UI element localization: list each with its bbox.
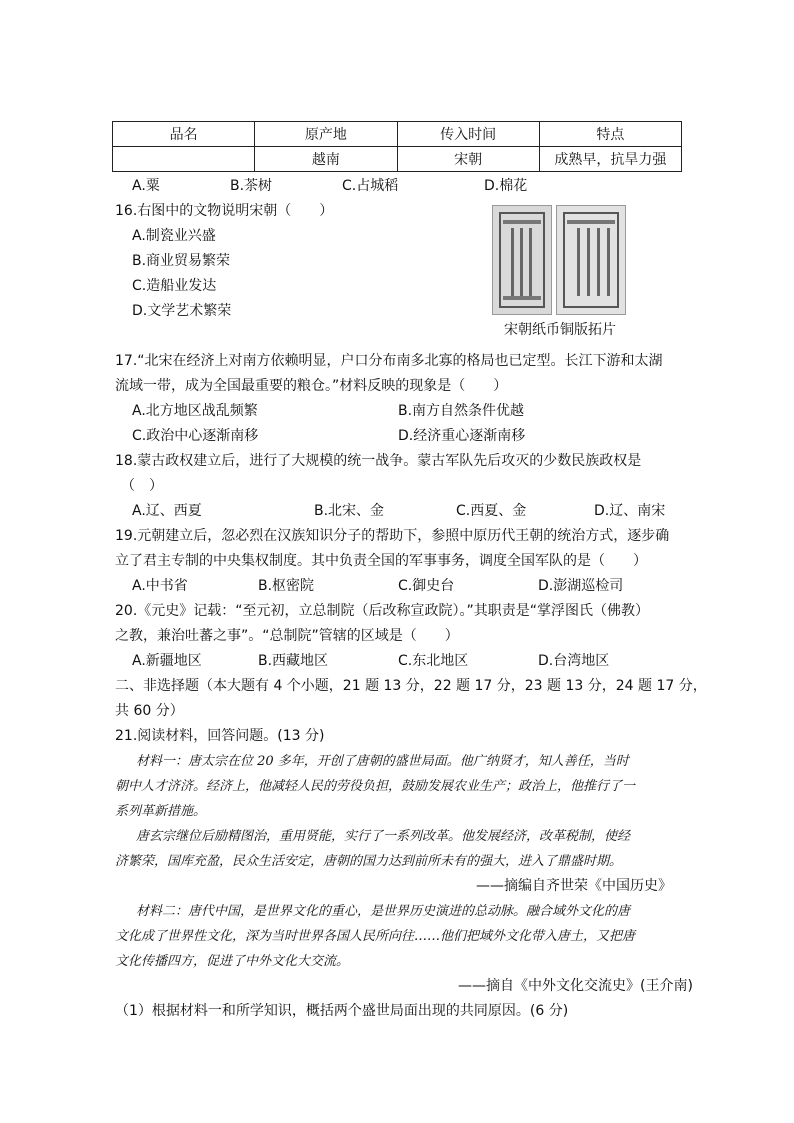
- section2-heading-line2: 共 60 分）: [115, 703, 184, 719]
- q17-stem-line1: 17.“北宋在经济上对南方依赖明显，户口分布南多北寡的格局也已定型。长江下游和太湖: [115, 353, 663, 369]
- crop-table: [112, 121, 682, 172]
- q20-option-c: C.东北地区: [398, 653, 469, 669]
- q17-option-d: D.经济重心逐渐南移: [398, 428, 526, 444]
- q17-stem-line2: 流域一带，成为全国最重要的粮仓。”材料反映的现象是（ ）: [115, 378, 508, 394]
- q19-option-c: C.御史台: [398, 578, 455, 594]
- table-header-cell: 品名: [113, 122, 255, 147]
- table-cell: [113, 147, 255, 172]
- q20-option-d: D.台湾地区: [538, 653, 610, 669]
- q15-option-a: A.粟: [132, 178, 160, 194]
- material2-line3: 文化传播四方，促进了中外文化大交流。: [115, 954, 350, 969]
- image-caption: 宋朝纸币铜版拓片: [504, 322, 616, 338]
- q18-option-d: D.辽、南宋: [594, 503, 666, 519]
- table-cell: 宋朝: [397, 147, 539, 172]
- table-cell: 成熟早，抗旱力强: [539, 147, 681, 172]
- q16-option-a: A.制瓷业兴盛: [132, 228, 216, 244]
- material1-line3: 系列革新措施。: [115, 804, 207, 819]
- material1-line5: 济繁荣，国库充盈，民众生活安定，唐朝的国力达到前所未有的强大，进入了鼎盛时期。: [115, 854, 623, 869]
- q18-stem-line2: （ ）: [121, 478, 163, 494]
- q18-stem-line1: 18.蒙古政权建立后，进行了大规模的统一战争。蒙古军队先后攻灭的少数民族政权是: [115, 453, 642, 469]
- q21-stem: 21.阅读材料，回答问题。(13 分): [115, 728, 325, 744]
- material2-line1: 材料二：唐代中国，是世界文化的重心，是世界历史演进的总动脉。融合域外文化的唐: [136, 904, 631, 919]
- material2-source: ——摘自《中外文化交流史》(王介南): [458, 978, 693, 994]
- material1-source: ——摘编自齐世荣《中国历史》: [476, 878, 672, 894]
- q15-option-c: C.占城稻: [342, 178, 399, 194]
- material1-line4: 唐玄宗继位后励精图治，重用贤能，实行了一系列改革。他发展经济，改革税制，使经: [136, 829, 631, 844]
- table-header-cell: 特点: [539, 122, 681, 147]
- material2-line2: 文化成了世界性文化，深为当时世界各国人民所向往……他们把域外文化带入唐土，又把唐: [115, 929, 636, 944]
- table-cell: 越南: [255, 147, 397, 172]
- q15-option-d: D.棉花: [484, 178, 528, 194]
- q19-stem-line1: 19.元朝建立后，忽必烈在汉族知识分子的帮助下，参照中原历代王朝的统治方式，逐步确: [115, 528, 670, 544]
- q19-option-b: B.枢密院: [258, 578, 315, 594]
- q16-option-b: B.商业贸易繁荣: [132, 253, 231, 269]
- table-row: [113, 147, 682, 172]
- banknote-rubbing-image-right: [556, 205, 626, 315]
- q21-subquestion-1: （1）根据材料一和所学知识，概括两个盛世局面出现的共同原因。(6 分): [115, 1003, 569, 1019]
- banknote-rubbing-image-left: [492, 205, 552, 315]
- q19-option-d: D.澎湖巡检司: [538, 578, 624, 594]
- material1-line1: 材料一：唐太宗在位 20 多年，开创了唐朝的盛世局面。他广纳贤才，知人善任，当时: [136, 754, 629, 769]
- q20-option-b: B.西藏地区: [258, 653, 329, 669]
- q19-option-a: A.中书省: [132, 578, 188, 594]
- q16-option-c: C.造船业发达: [132, 278, 217, 294]
- q15-option-b: B.茶树: [230, 178, 273, 194]
- material1-line2: 朝中人才济济。经济上，他减轻人民的劳役负担，鼓励发展农业生产；政治上，他推行了一: [115, 779, 636, 794]
- q18-option-c: C.西夏、金: [456, 503, 527, 519]
- section2-heading-line1: 二、非选择题（本大题有 4 个小题，21 题 13 分，22 题 17 分，23 题 13 分，24 题 17 分，: [115, 678, 707, 694]
- table-header-cell: 传入时间: [397, 122, 539, 147]
- q16-option-d: D.文学艺术繁荣: [132, 303, 232, 319]
- table-header-row: [113, 122, 682, 147]
- q16-stem: 16.右图中的文物说明宋朝（ ）: [115, 203, 334, 219]
- q18-option-b: B.北宋、金: [314, 503, 385, 519]
- q19-stem-line2: 立了君主专制的中央集权制度。其中负责全国的军事事务，调度全国军队的是（ ）: [115, 553, 647, 569]
- q20-stem-line1: 20.《元史》记载：“至元初，立总制院（后改称宣政院）。”其职责是“掌浮图氏（佛教）: [115, 603, 650, 619]
- q17-option-a: A.北方地区战乱频繁: [132, 403, 258, 419]
- q17-option-c: C.政治中心逐渐南移: [132, 428, 259, 444]
- q17-option-b: B.南方自然条件优越: [398, 403, 525, 419]
- q20-stem-line2: 之教，兼治吐蕃之事”。“总制院”管辖的区域是（ ）: [115, 628, 459, 644]
- q20-option-a: A.新疆地区: [132, 653, 202, 669]
- table-header-cell: 原产地: [255, 122, 397, 147]
- q18-option-a: A.辽、西夏: [132, 503, 202, 519]
